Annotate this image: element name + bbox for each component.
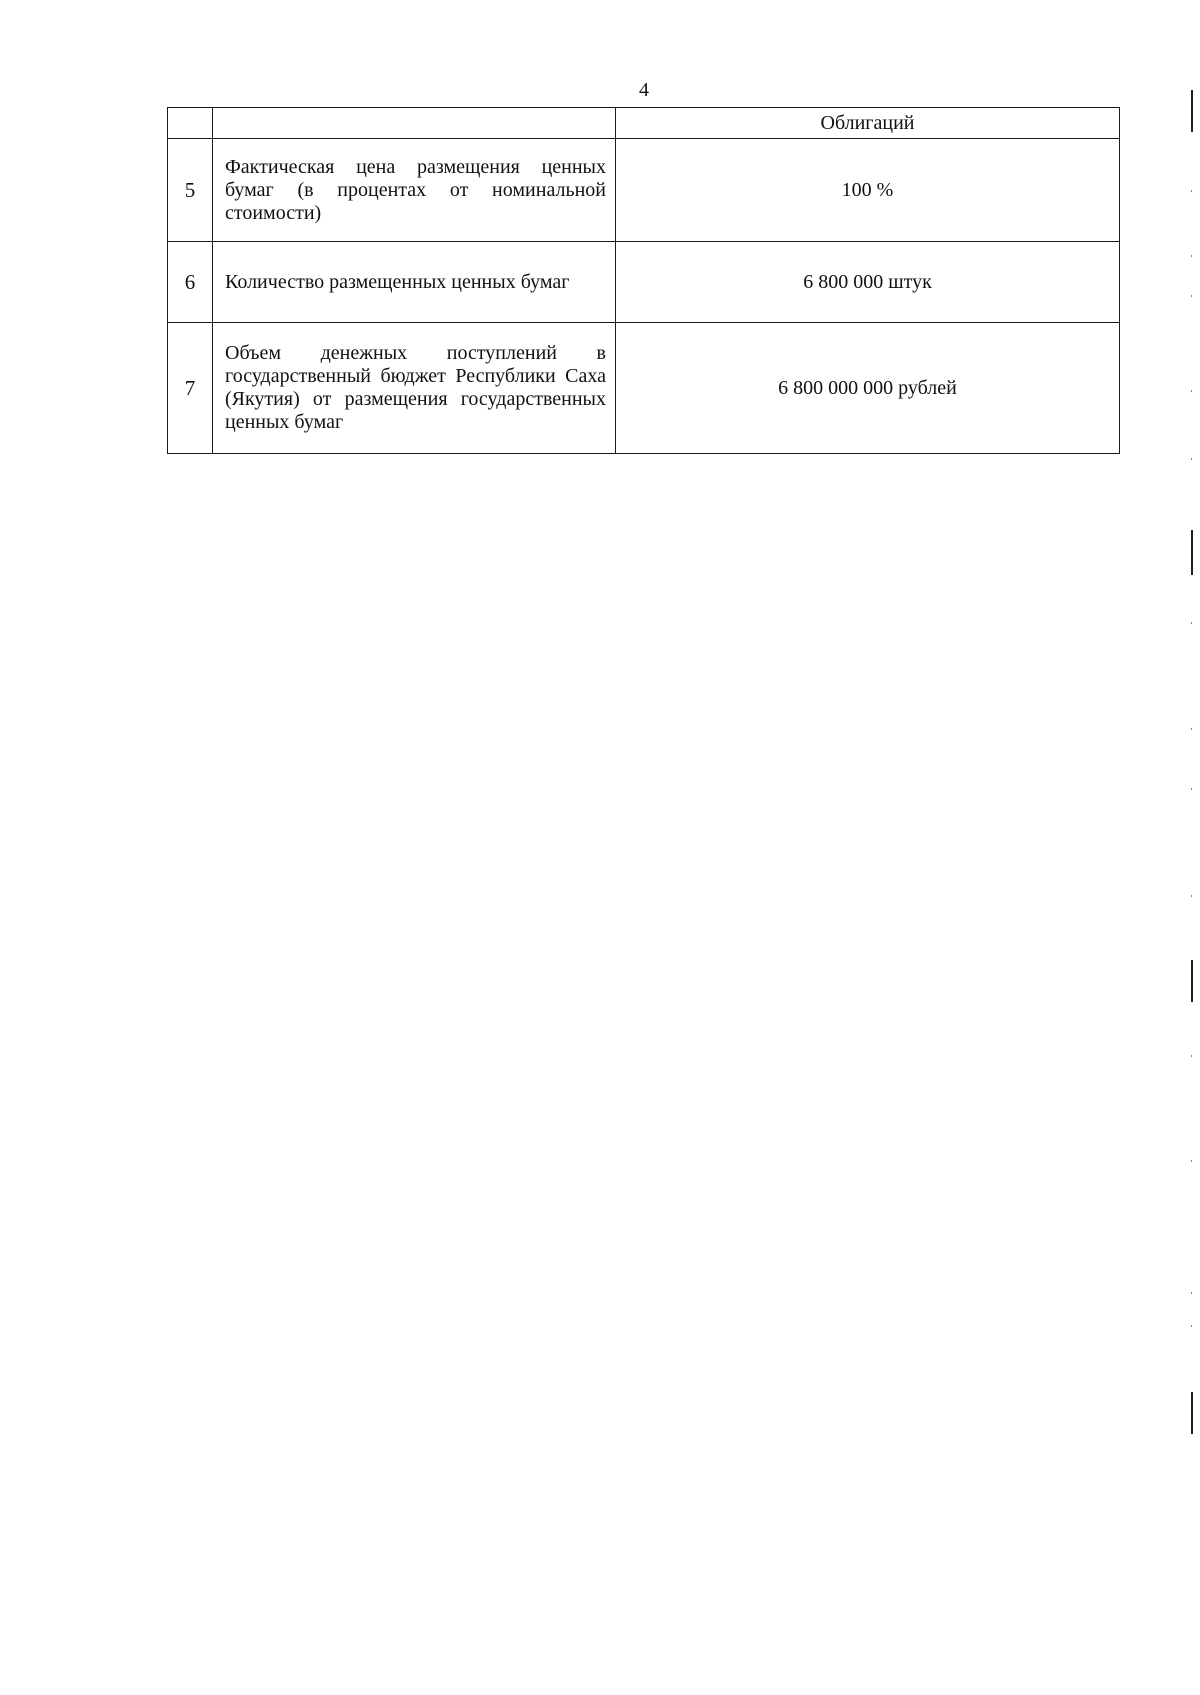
scan-mark	[1191, 960, 1193, 1002]
scan-mark	[1191, 190, 1192, 192]
scan-mark	[1191, 728, 1192, 730]
page-number: 4	[639, 79, 649, 101]
table-row	[168, 323, 1120, 454]
row-value: 100 %	[616, 139, 1120, 242]
row-description: Объем денежных поступлений в государственный бюджет Республики Саха (Якутия) от размещения государственных ценных бумаг	[213, 323, 616, 454]
scan-mark	[1191, 1160, 1192, 1162]
scan-mark	[1191, 530, 1193, 575]
table-row	[168, 139, 1120, 242]
scan-margin-marks	[1180, 0, 1200, 1695]
row-value: 6 800 000 000 рублей	[616, 323, 1120, 454]
scan-mark	[1191, 1325, 1192, 1327]
securities-table	[167, 107, 1120, 454]
row-value: 6 800 000 штук	[616, 242, 1120, 323]
scan-mark	[1191, 622, 1192, 624]
header-num-cell	[168, 108, 213, 139]
row-number: 5	[168, 139, 213, 242]
header-description-cell	[213, 108, 616, 139]
table-row	[168, 242, 1120, 323]
row-description: Фактическая цена размещения ценных бумаг (в процентах от номинальной стоимости)	[213, 139, 616, 242]
row-description: Количество размещенных ценных бумаг	[213, 242, 616, 323]
scan-mark	[1191, 1055, 1192, 1057]
scan-mark	[1191, 895, 1192, 897]
table-header-row	[168, 108, 1120, 139]
row-number: 6	[168, 242, 213, 323]
scan-mark	[1191, 458, 1192, 460]
scan-mark	[1191, 1392, 1193, 1434]
scan-mark	[1191, 255, 1192, 257]
scan-mark	[1191, 90, 1193, 132]
scan-mark	[1191, 1292, 1192, 1294]
scan-mark	[1191, 788, 1192, 790]
header-value-cell: Облигаций	[616, 108, 1120, 139]
row-number: 7	[168, 323, 213, 454]
scan-mark	[1191, 295, 1192, 297]
scan-mark	[1191, 390, 1192, 392]
